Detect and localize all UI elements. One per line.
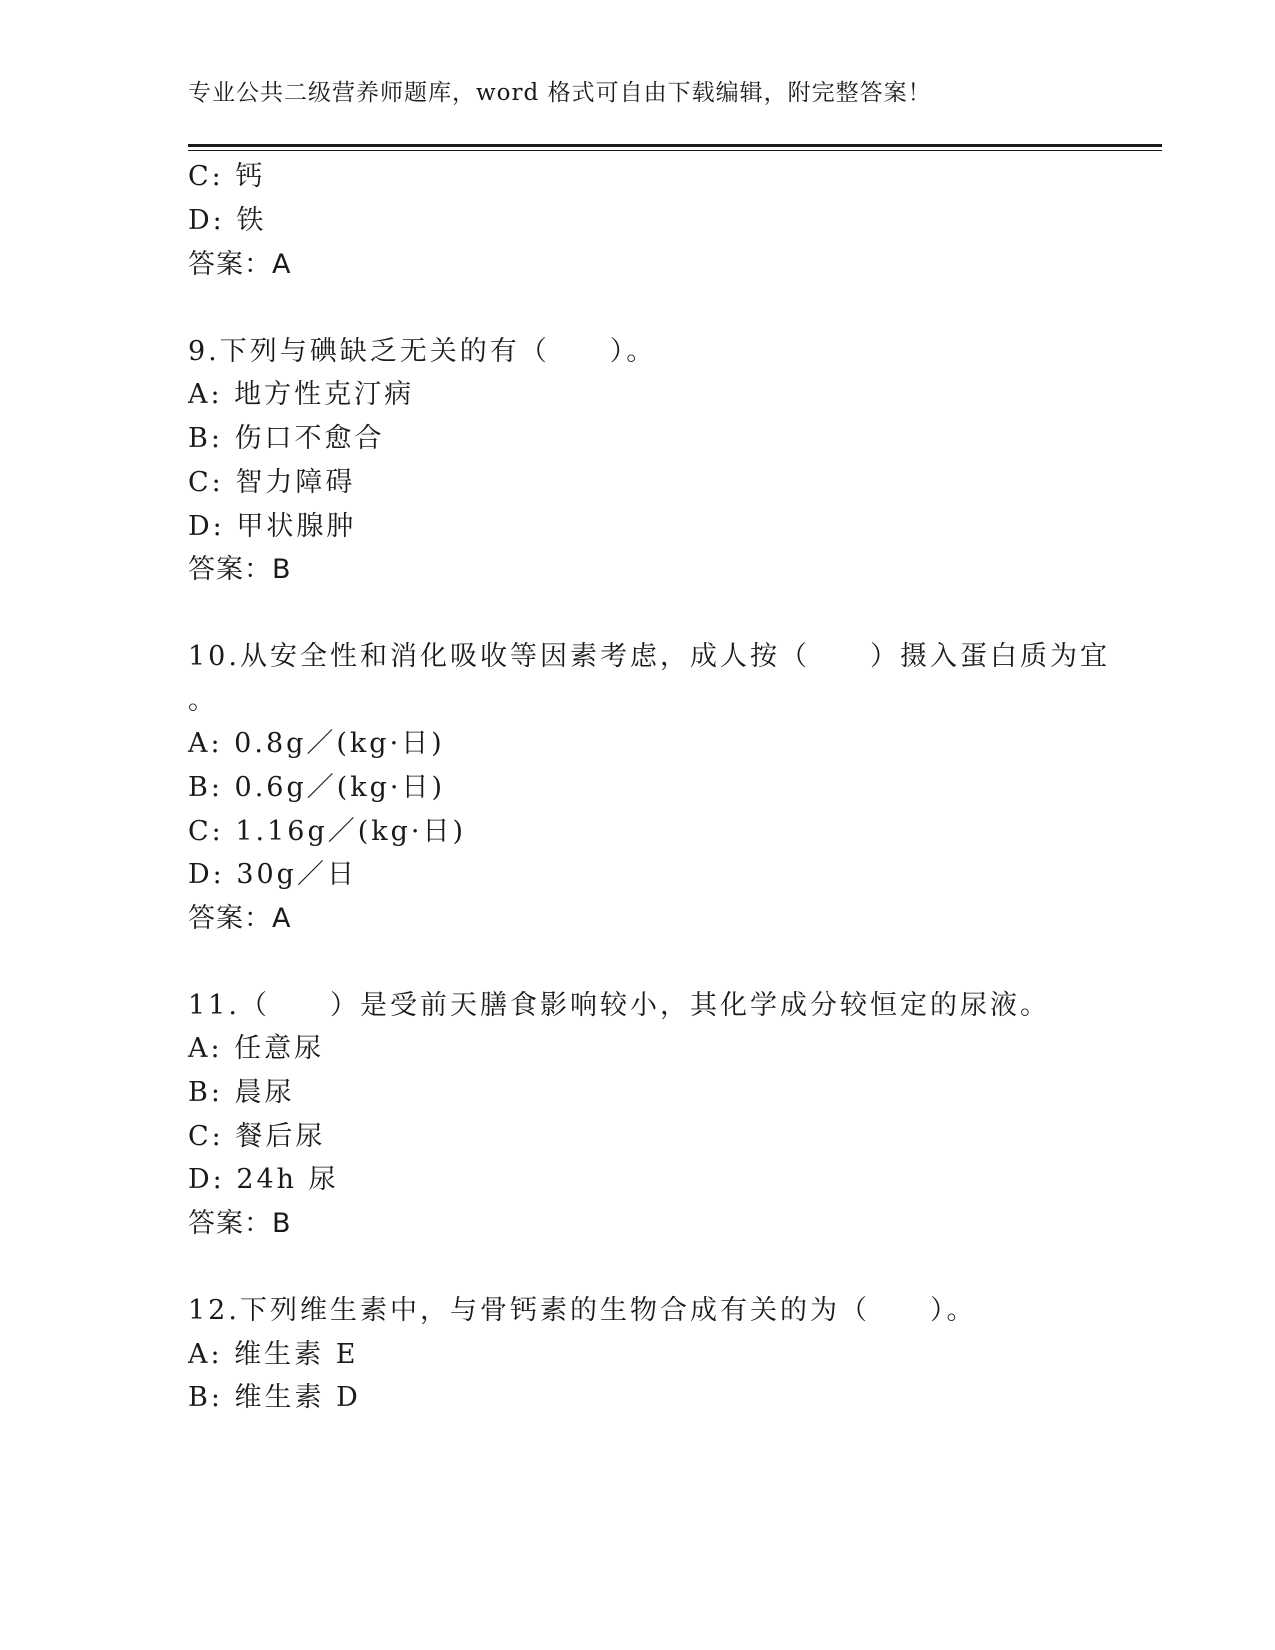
q10-answer: 答案：A xyxy=(188,903,292,934)
q12-stem: 12.下列维生素中，与骨钙素的生物合成有关的为（ ）。 xyxy=(188,1295,977,1326)
q11-answer: 答案：B xyxy=(188,1208,292,1239)
q12-option-b: B: 维生素 D xyxy=(188,1382,361,1413)
q9-option-a: A: 地方性克汀病 xyxy=(188,379,415,410)
q9-option-d: D: 甲状腺肿 xyxy=(188,511,357,542)
header-rule-thick xyxy=(188,144,1162,147)
q9-stem: 9.下列与碘缺乏无关的有（ ）。 xyxy=(188,336,657,367)
q11-stem: 11.（ ）是受前天膳食影响较小，其化学成分较恒定的尿液。 xyxy=(188,990,1050,1021)
prev-option-c: C: 钙 xyxy=(188,161,266,192)
page-header: 专业公共二级营养师题库，word 格式可自由下载编辑，附完整答案！ xyxy=(188,80,932,106)
q10-stem: 10.从安全性和消化吸收等因素考虑，成人按（ ）摄入蛋白质为宜 xyxy=(188,641,1110,672)
q10-option-a: A: 0.8g／(kg·日) xyxy=(188,728,445,759)
q10-stem-continuation: 。 xyxy=(188,685,218,716)
q11-option-b: B: 晨尿 xyxy=(188,1077,295,1108)
q10-option-b: B: 0.6g／(kg·日) xyxy=(188,772,446,803)
header-rule-thin xyxy=(188,150,1162,151)
q11-option-c: C: 餐后尿 xyxy=(188,1121,326,1152)
q9-option-b: B: 伤口不愈合 xyxy=(188,423,385,454)
q10-option-c: C: 1.16g／(kg·日) xyxy=(188,816,467,847)
prev-option-d: D: 铁 xyxy=(188,205,267,236)
q11-option-a: A: 任意尿 xyxy=(188,1033,325,1064)
prev-answer: 答案：A xyxy=(188,249,292,280)
q9-answer: 答案：B xyxy=(188,554,292,585)
q12-option-a: A: 维生素 E xyxy=(188,1339,359,1370)
q9-option-c: C: 智力障碍 xyxy=(188,467,356,498)
q10-option-d: D: 30g／日 xyxy=(188,859,357,890)
q11-option-d: D: 24h 尿 xyxy=(188,1164,339,1195)
